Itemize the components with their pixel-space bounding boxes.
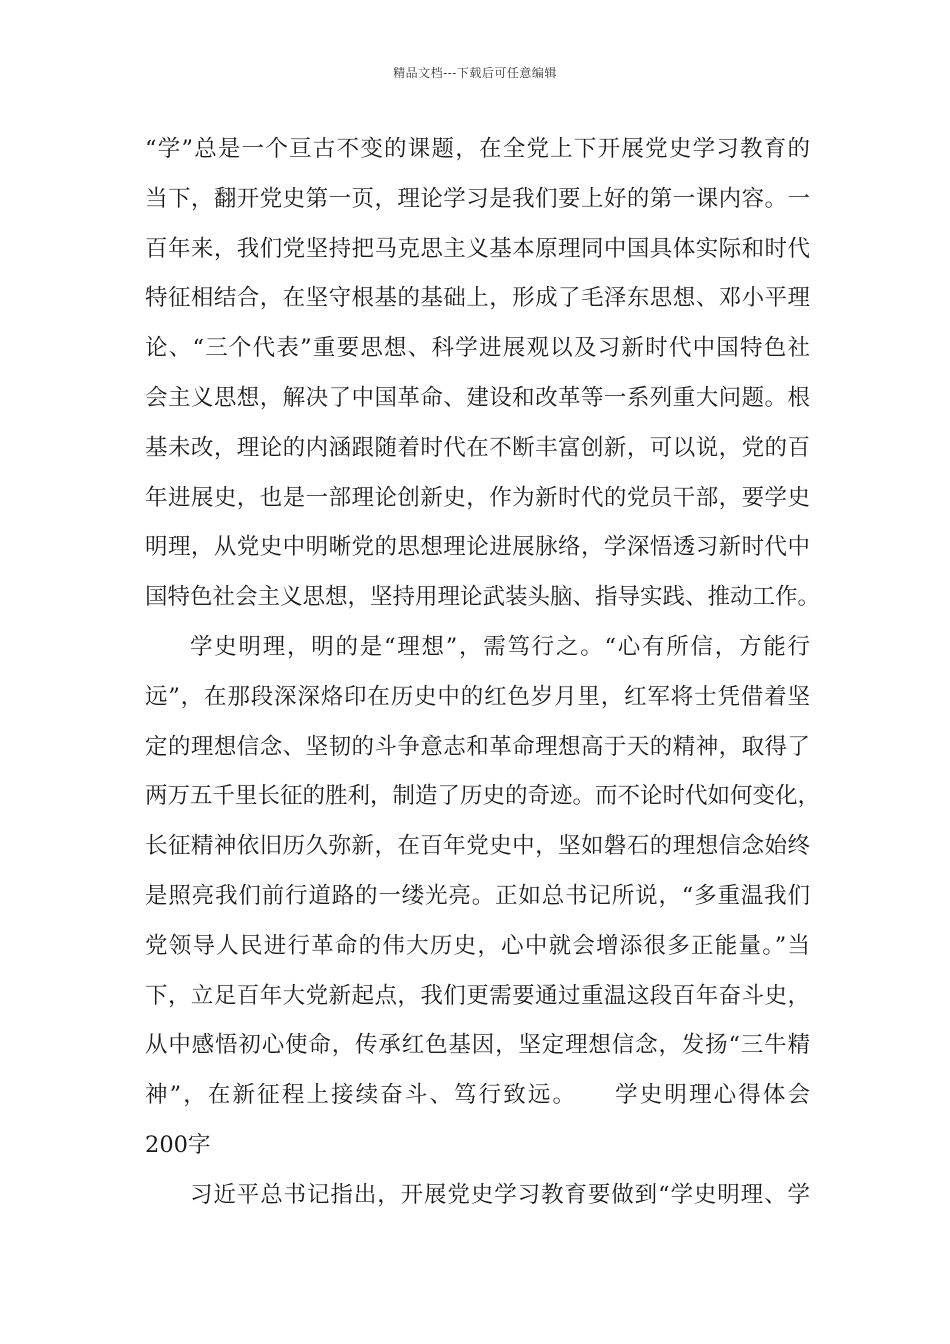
text-line: 200字 — [145, 1131, 211, 1158]
paragraph-1 — [145, 125, 821, 623]
text-line: 明理，从党史中明晰党的思想理论进展脉络，学深悟透习新时代中 — [145, 534, 810, 561]
text-line: 特征相结合，在坚守根基的基础上，形成了毛泽东思想、邓小平理 — [145, 285, 810, 312]
text-line: 党领导人民进行革命的伟大历史，心中就会增添很多正能量。”当 — [145, 932, 810, 959]
text-line: 习近平总书记指出，开展党史学习教育要做到“学史明理、学 — [190, 1181, 810, 1208]
text-line: 从中感悟初心使命，传承红色基因，坚定理想信念，发扬“三牛精 — [145, 1032, 810, 1059]
text-line: 年进展史，也是一部理论创新史，作为新时代的党员干部，要学史 — [145, 484, 810, 511]
text-line: 定的理想信念、坚韧的斗争意志和革命理想高于天的精神，取得了 — [145, 733, 810, 760]
page-header: 精品文档---下载后可任意编辑 — [393, 66, 557, 80]
paragraph-3 — [145, 1171, 810, 1221]
text-line: 学史明理，明的是“理想”，需笃行之。“心有所信，方能行 — [190, 633, 810, 660]
text-line: 远”，在那段深深烙印在历史中的红色岁月里，红军将士凭借着坚 — [145, 683, 810, 710]
text-line: 下，立足百年大党新起点，我们更需要通过重温这段百年奋斗史， — [145, 982, 810, 1009]
text-line: “学”总是一个亘古不变的课题，在全党上下开展党史学习教育的 — [145, 136, 810, 162]
text-line: 长征精神依旧历久弥新，在百年党史中，坚如磐石的理想信念始终 — [145, 833, 810, 860]
text-line: 是照亮我们前行道路的一缕光亮。正如总书记所说，“多重温我们 — [145, 882, 810, 909]
text-line: 当下，翻开党史第一页，理论学习是我们要上好的第一课内容。一 — [145, 185, 810, 212]
paragraph-2 — [145, 623, 821, 1171]
text-line: 百年来，我们党坚持把马克思主义基本原理同中国具体实际和时代 — [145, 235, 810, 262]
text-line: 基未改，理论的内涵跟随着时代在不断丰富创新，可以说，党的百 — [145, 434, 810, 461]
text-line: 会主义思想，解决了中国革命、建设和改革等一系列重大问题。根 — [145, 384, 810, 411]
text-line: 两万五千里长征的胜利，制造了历史的奇迹。而不论时代如何变化， — [145, 783, 821, 810]
text-line: 论、“三个代表”重要思想、科学进展观以及习新时代中国特色社 — [145, 335, 810, 362]
text-line: 国特色社会主义思想，坚持用理论武装头脑、指导实践、推动工作。 — [145, 584, 821, 611]
text-line: 神”，在新征程上接续奋斗、笃行致远。 学史明理心得体会 — [145, 1082, 810, 1109]
document-body — [145, 125, 821, 1221]
